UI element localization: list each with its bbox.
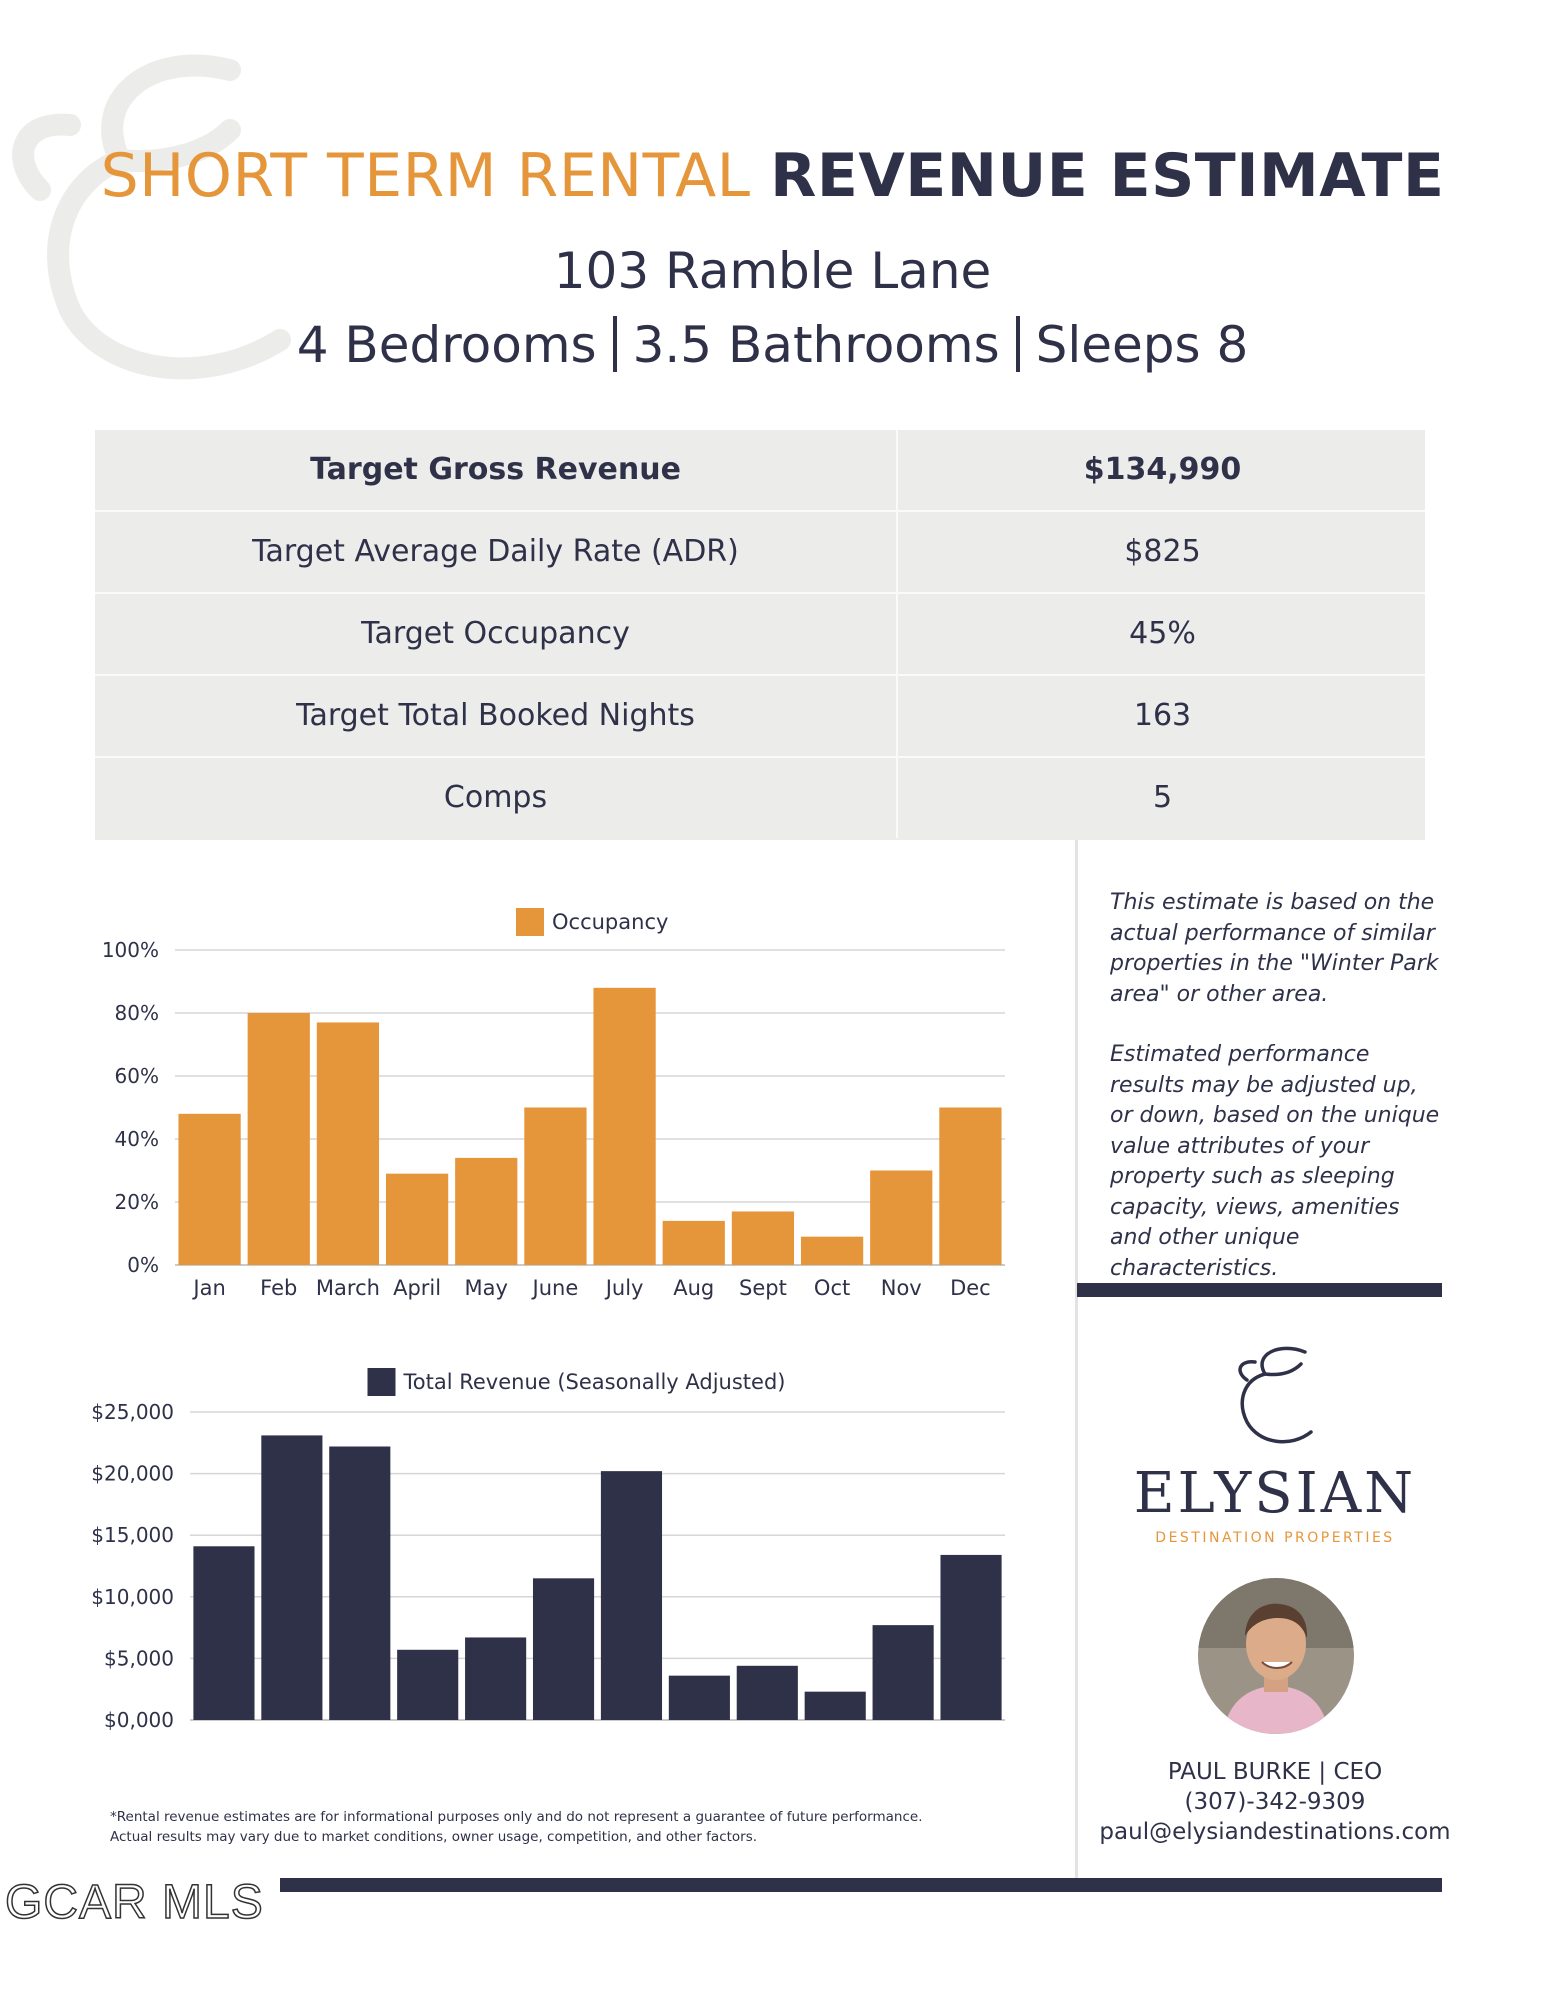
y-tick-label: $15,000: [91, 1523, 174, 1548]
legend-label: Occupancy: [552, 910, 669, 934]
bar: [732, 1211, 794, 1265]
metric-label: Target Gross Revenue: [95, 430, 898, 510]
metric-label: Comps: [95, 758, 898, 838]
title-emphasis: REVENUE ESTIMATE: [770, 141, 1445, 211]
metric-label: Target Average Daily Rate (ADR): [95, 512, 898, 592]
legend-swatch: [368, 1368, 396, 1396]
bar: [248, 1013, 310, 1265]
bar: [329, 1446, 390, 1720]
bar: [737, 1666, 798, 1720]
bar: [805, 1692, 866, 1720]
metric-value: $825: [1124, 534, 1201, 569]
y-tick-label: $20,000: [91, 1461, 174, 1486]
note-paragraph: Estimated performance results may be adjusted up, or down, based on the unique value attributes of your property such as sleeping capacity, views, amenities and other unique characteristics.: [1110, 1042, 1440, 1281]
table-row: [95, 594, 1425, 676]
bar: [465, 1637, 526, 1720]
legend-swatch: [516, 908, 544, 936]
separator: [613, 316, 617, 372]
property-address: 103 Ramble Lane: [553, 242, 992, 300]
x-tick-label: Dec: [950, 1276, 991, 1300]
y-tick-label: 100%: [101, 938, 159, 962]
contact-name: PAUL BURKE | CEO: [1167, 1759, 1383, 1785]
bar: [870, 1171, 932, 1266]
table-row: [95, 430, 1425, 512]
metric-value: $134,990: [1083, 452, 1242, 487]
bar: [939, 1108, 1001, 1266]
avatar: [1198, 1578, 1354, 1734]
y-tick-label: 80%: [114, 1001, 159, 1025]
bar: [386, 1174, 448, 1265]
bar: [317, 1022, 379, 1265]
bar: [193, 1546, 254, 1720]
metric-value: 5: [1152, 780, 1173, 815]
bar: [801, 1237, 863, 1265]
revenue-chart: [60, 1360, 1040, 1760]
sleeps-text: Sleeps 8: [1035, 316, 1249, 374]
occupancy-chart: [60, 895, 1040, 1315]
x-tick-label: Sept: [739, 1276, 787, 1300]
disclaimer: [110, 1807, 1010, 1847]
vertical-divider: [1075, 840, 1078, 1880]
brand-tagline: DESTINATION PROPERTIES: [1155, 1530, 1395, 1546]
page-title: [0, 140, 1545, 212]
x-tick-label: May: [464, 1276, 508, 1300]
x-tick-label: Oct: [813, 1276, 851, 1300]
x-tick-label: March: [315, 1276, 380, 1300]
title-highlight: SHORT TERM RENTAL: [100, 141, 751, 211]
y-tick-label: $10,000: [91, 1584, 174, 1609]
metric-value: 163: [1133, 698, 1192, 733]
bar: [533, 1578, 594, 1720]
metric-value: 45%: [1129, 616, 1196, 651]
x-tick-label: July: [605, 1276, 644, 1300]
contact-email[interactable]: paul@elysiandestinations.com: [1099, 1819, 1451, 1845]
separator: [1016, 316, 1020, 372]
x-tick-label: Jan: [193, 1276, 226, 1300]
table-row: [95, 512, 1425, 594]
x-tick-label: April: [393, 1276, 442, 1300]
bathrooms-text: 3.5 Bathrooms: [632, 316, 1000, 374]
y-tick-label: $25,000: [91, 1400, 174, 1424]
y-tick-label: 20%: [114, 1190, 159, 1214]
bar: [593, 988, 655, 1265]
table-row: [95, 758, 1425, 840]
bar: [663, 1221, 725, 1265]
bar: [940, 1555, 1001, 1720]
y-tick-label: 0%: [127, 1253, 159, 1277]
estimate-note: [1110, 888, 1440, 1314]
disclaimer-line: Actual results may vary due to market conditions, owner usage, competition, and other factors.: [110, 1829, 758, 1845]
y-tick-label: 60%: [114, 1064, 159, 1088]
x-tick-label: Feb: [260, 1276, 298, 1300]
x-tick-label: Aug: [673, 1276, 715, 1300]
y-tick-label: 40%: [114, 1127, 159, 1151]
brand-name: ELYSIAN: [1133, 1461, 1417, 1526]
contact-phone[interactable]: (307)-342-9309: [1184, 1789, 1366, 1815]
bar: [397, 1650, 458, 1720]
metric-label: Target Total Booked Nights: [95, 676, 898, 756]
bar: [455, 1158, 517, 1265]
table-row: [95, 676, 1425, 758]
bar: [178, 1114, 240, 1265]
bar: [261, 1435, 322, 1720]
metrics-table: [95, 430, 1425, 840]
x-tick-label: June: [532, 1276, 579, 1300]
bar: [524, 1108, 586, 1266]
y-tick-label: $0,000: [104, 1708, 174, 1732]
y-tick-label: $5,000: [104, 1646, 174, 1671]
disclaimer-line: *Rental revenue estimates are for informational purposes only and do not represent a guarantee of future performance.: [110, 1809, 923, 1825]
legend-label: Total Revenue (Seasonally Adjusted): [403, 1370, 786, 1394]
bar: [601, 1471, 662, 1720]
footer-divider: [280, 1878, 1442, 1892]
property-specs: [0, 313, 1545, 377]
x-tick-label: Nov: [880, 1276, 922, 1300]
bedrooms-text: 4 Bedrooms: [296, 316, 597, 374]
bar: [873, 1625, 934, 1720]
bar: [669, 1676, 730, 1720]
script-e-monogram-icon: [1225, 1340, 1335, 1460]
mls-watermark: GCAR MLS: [5, 1876, 264, 1929]
metric-label: Target Occupancy: [95, 594, 898, 674]
note-paragraph: This estimate is based on the actual performance of similar properties in the "Winter Park area" or other area.: [1110, 890, 1439, 1007]
